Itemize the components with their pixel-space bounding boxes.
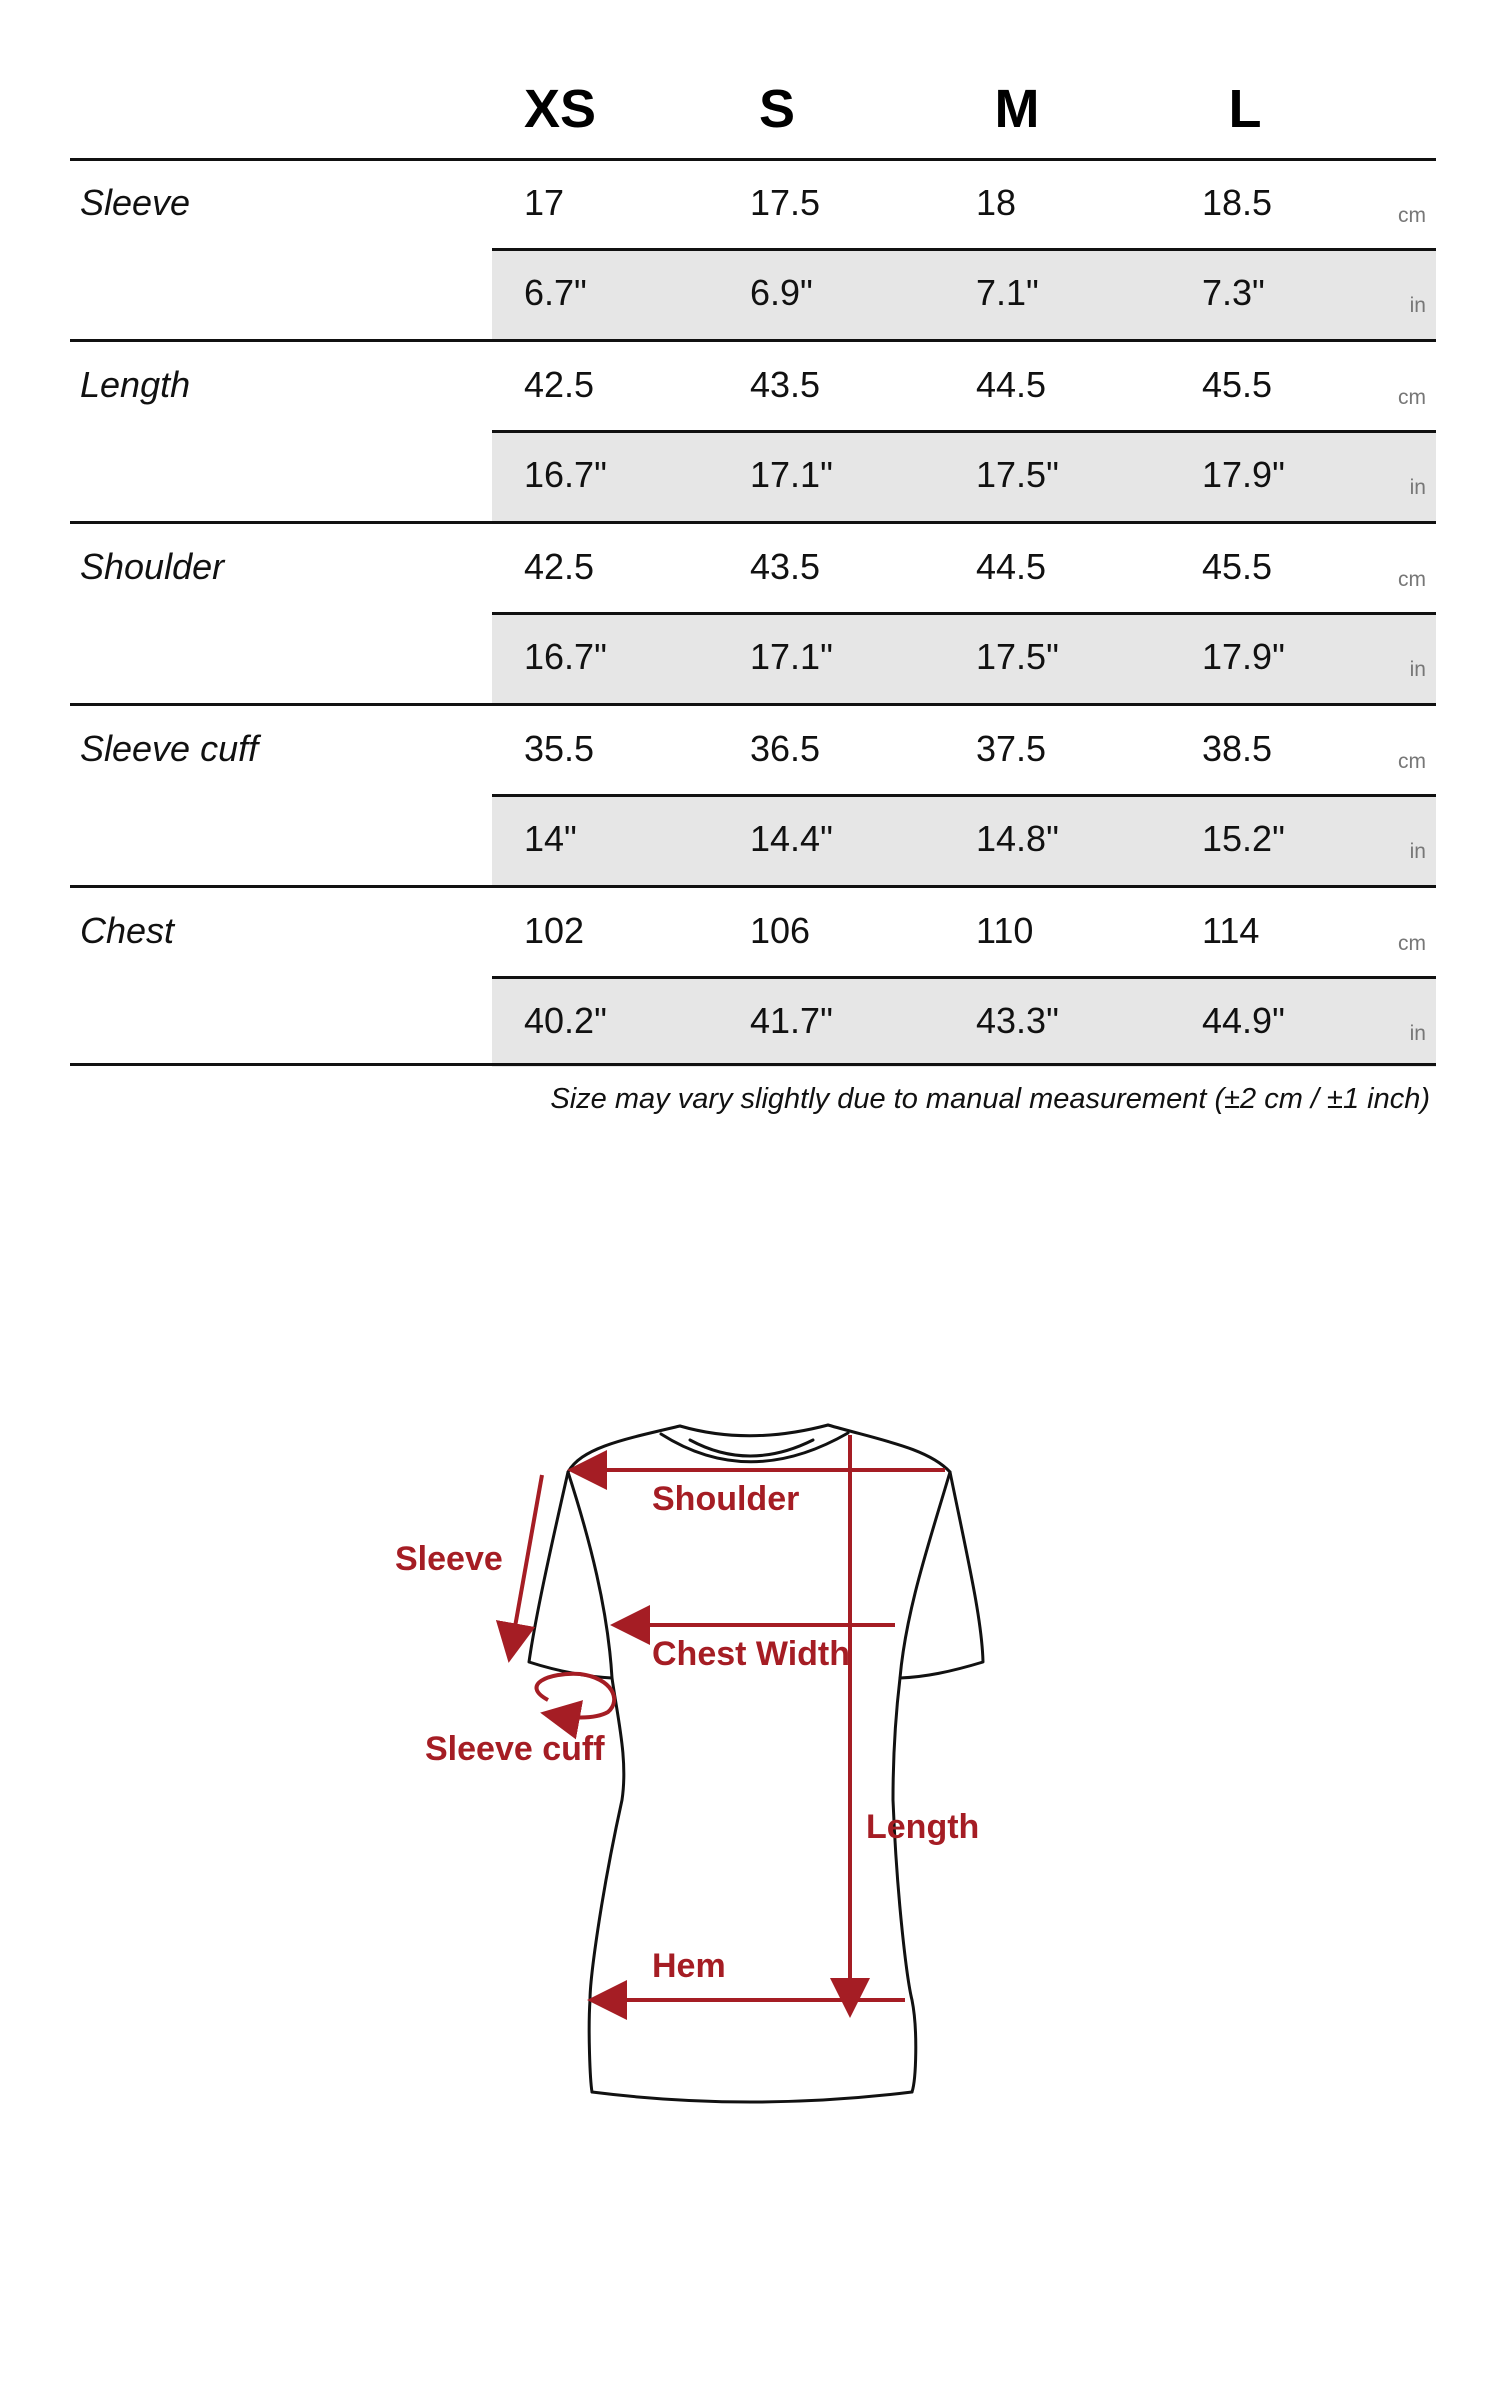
cell-l-cm: 38.5 xyxy=(1202,728,1273,769)
cell-s-in: 17.1" xyxy=(750,454,833,495)
unit-in: in xyxy=(1409,476,1426,499)
unit-cm: cm xyxy=(1398,204,1426,227)
row-bottom-rule xyxy=(70,339,1436,342)
sleeve-cuff-arrow xyxy=(537,1674,615,1718)
unit-cm: cm xyxy=(1398,568,1426,591)
size-table xyxy=(70,158,1436,1066)
cell-m-cm: 44.5 xyxy=(976,546,1047,587)
cell-m-cm: 37.5 xyxy=(976,728,1047,769)
cell-s-cm: 43.5 xyxy=(750,364,821,405)
in-row-shade xyxy=(492,433,1436,521)
row-bottom-rule xyxy=(70,521,1436,524)
cell-xs-in: 6.7" xyxy=(524,272,587,313)
cell-l-in: 15.2" xyxy=(1202,818,1285,859)
row-bottom-rule xyxy=(70,885,1436,888)
cell-xs-in: 16.7" xyxy=(524,454,607,495)
table-top-rule xyxy=(70,158,1436,161)
diagram-label-sleeve: Sleeve xyxy=(395,1540,503,1578)
tshirt-outline-drawing xyxy=(0,1300,1500,2200)
cell-l-cm: 45.5 xyxy=(1202,364,1273,405)
measurement-note: Size may vary slightly due to manual measurement (±2 cm / ±1 inch) xyxy=(550,1083,1430,1115)
cell-s-in: 41.7" xyxy=(750,1000,833,1041)
row-label: Sleeve xyxy=(80,182,191,223)
cell-xs-in: 16.7" xyxy=(524,636,607,677)
unit-in: in xyxy=(1409,294,1426,317)
cell-xs-in: 14" xyxy=(524,818,577,859)
cell-m-in: 14.8" xyxy=(976,818,1059,859)
diagram-label-hem: Hem xyxy=(652,1947,726,1985)
size-header-xs: XS xyxy=(523,79,597,139)
unit-in: in xyxy=(1409,1022,1426,1045)
cell-l-in: 44.9" xyxy=(1202,1000,1285,1041)
row-bottom-rule xyxy=(70,703,1436,706)
row-label: Shoulder xyxy=(80,546,225,587)
cell-xs-in: 40.2" xyxy=(524,1000,607,1041)
row-bottom-rule xyxy=(70,1063,1436,1066)
size-header-m: M xyxy=(994,79,1040,139)
sleeve-arrow xyxy=(510,1475,542,1655)
cell-m-cm: 110 xyxy=(976,910,1034,951)
row-label: Chest xyxy=(80,910,175,951)
cell-m-in: 17.5" xyxy=(976,636,1059,677)
cell-xs-cm: 17 xyxy=(524,182,565,223)
unit-cm: cm xyxy=(1398,386,1426,409)
row-label: Sleeve cuff xyxy=(80,728,259,769)
size-header-s: S xyxy=(758,79,796,139)
cell-xs-cm: 35.5 xyxy=(524,728,595,769)
unit-in: in xyxy=(1409,840,1426,863)
cell-l-cm: 114 xyxy=(1202,910,1260,951)
cell-xs-cm: 102 xyxy=(524,910,585,951)
unit-in: in xyxy=(1409,658,1426,681)
cell-m-in: 43.3" xyxy=(976,1000,1059,1041)
unit-cm: cm xyxy=(1398,932,1426,955)
cell-s-cm: 36.5 xyxy=(750,728,821,769)
cell-m-cm: 18 xyxy=(976,182,1017,223)
in-row-shade xyxy=(492,797,1436,885)
cell-s-in: 6.9" xyxy=(750,272,813,313)
row-label: Length xyxy=(80,364,191,405)
size-header-l: L xyxy=(1228,79,1262,139)
in-row-shade xyxy=(492,979,1436,1067)
measurement-diagram xyxy=(0,1300,1500,2200)
cell-s-in: 17.1" xyxy=(750,636,833,677)
unit-cm: cm xyxy=(1398,750,1426,773)
diagram-label-length: Length xyxy=(866,1808,980,1846)
cell-m-in: 17.5" xyxy=(976,454,1059,495)
cell-xs-cm: 42.5 xyxy=(524,546,595,587)
cell-l-cm: 18.5 xyxy=(1202,182,1273,223)
cell-xs-cm: 42.5 xyxy=(524,364,595,405)
cell-s-cm: 17.5 xyxy=(750,182,821,223)
cell-l-cm: 45.5 xyxy=(1202,546,1273,587)
diagram-label-chest-width: Chest Width xyxy=(652,1635,851,1673)
cell-m-cm: 44.5 xyxy=(976,364,1047,405)
diagram-label-sleeve-cuff: Sleeve cuff xyxy=(425,1730,605,1768)
cell-l-in: 17.9" xyxy=(1202,454,1285,495)
in-row-shade xyxy=(492,615,1436,703)
cell-l-in: 7.3" xyxy=(1202,272,1265,313)
cell-s-cm: 106 xyxy=(750,910,811,951)
cell-l-in: 17.9" xyxy=(1202,636,1285,677)
measurement-arrows xyxy=(510,1435,945,2010)
cell-m-in: 7.1" xyxy=(976,272,1039,313)
cell-s-cm: 43.5 xyxy=(750,546,821,587)
cell-s-in: 14.4" xyxy=(750,818,833,859)
in-row-shade xyxy=(492,251,1436,339)
diagram-label-shoulder: Shoulder xyxy=(652,1480,800,1518)
